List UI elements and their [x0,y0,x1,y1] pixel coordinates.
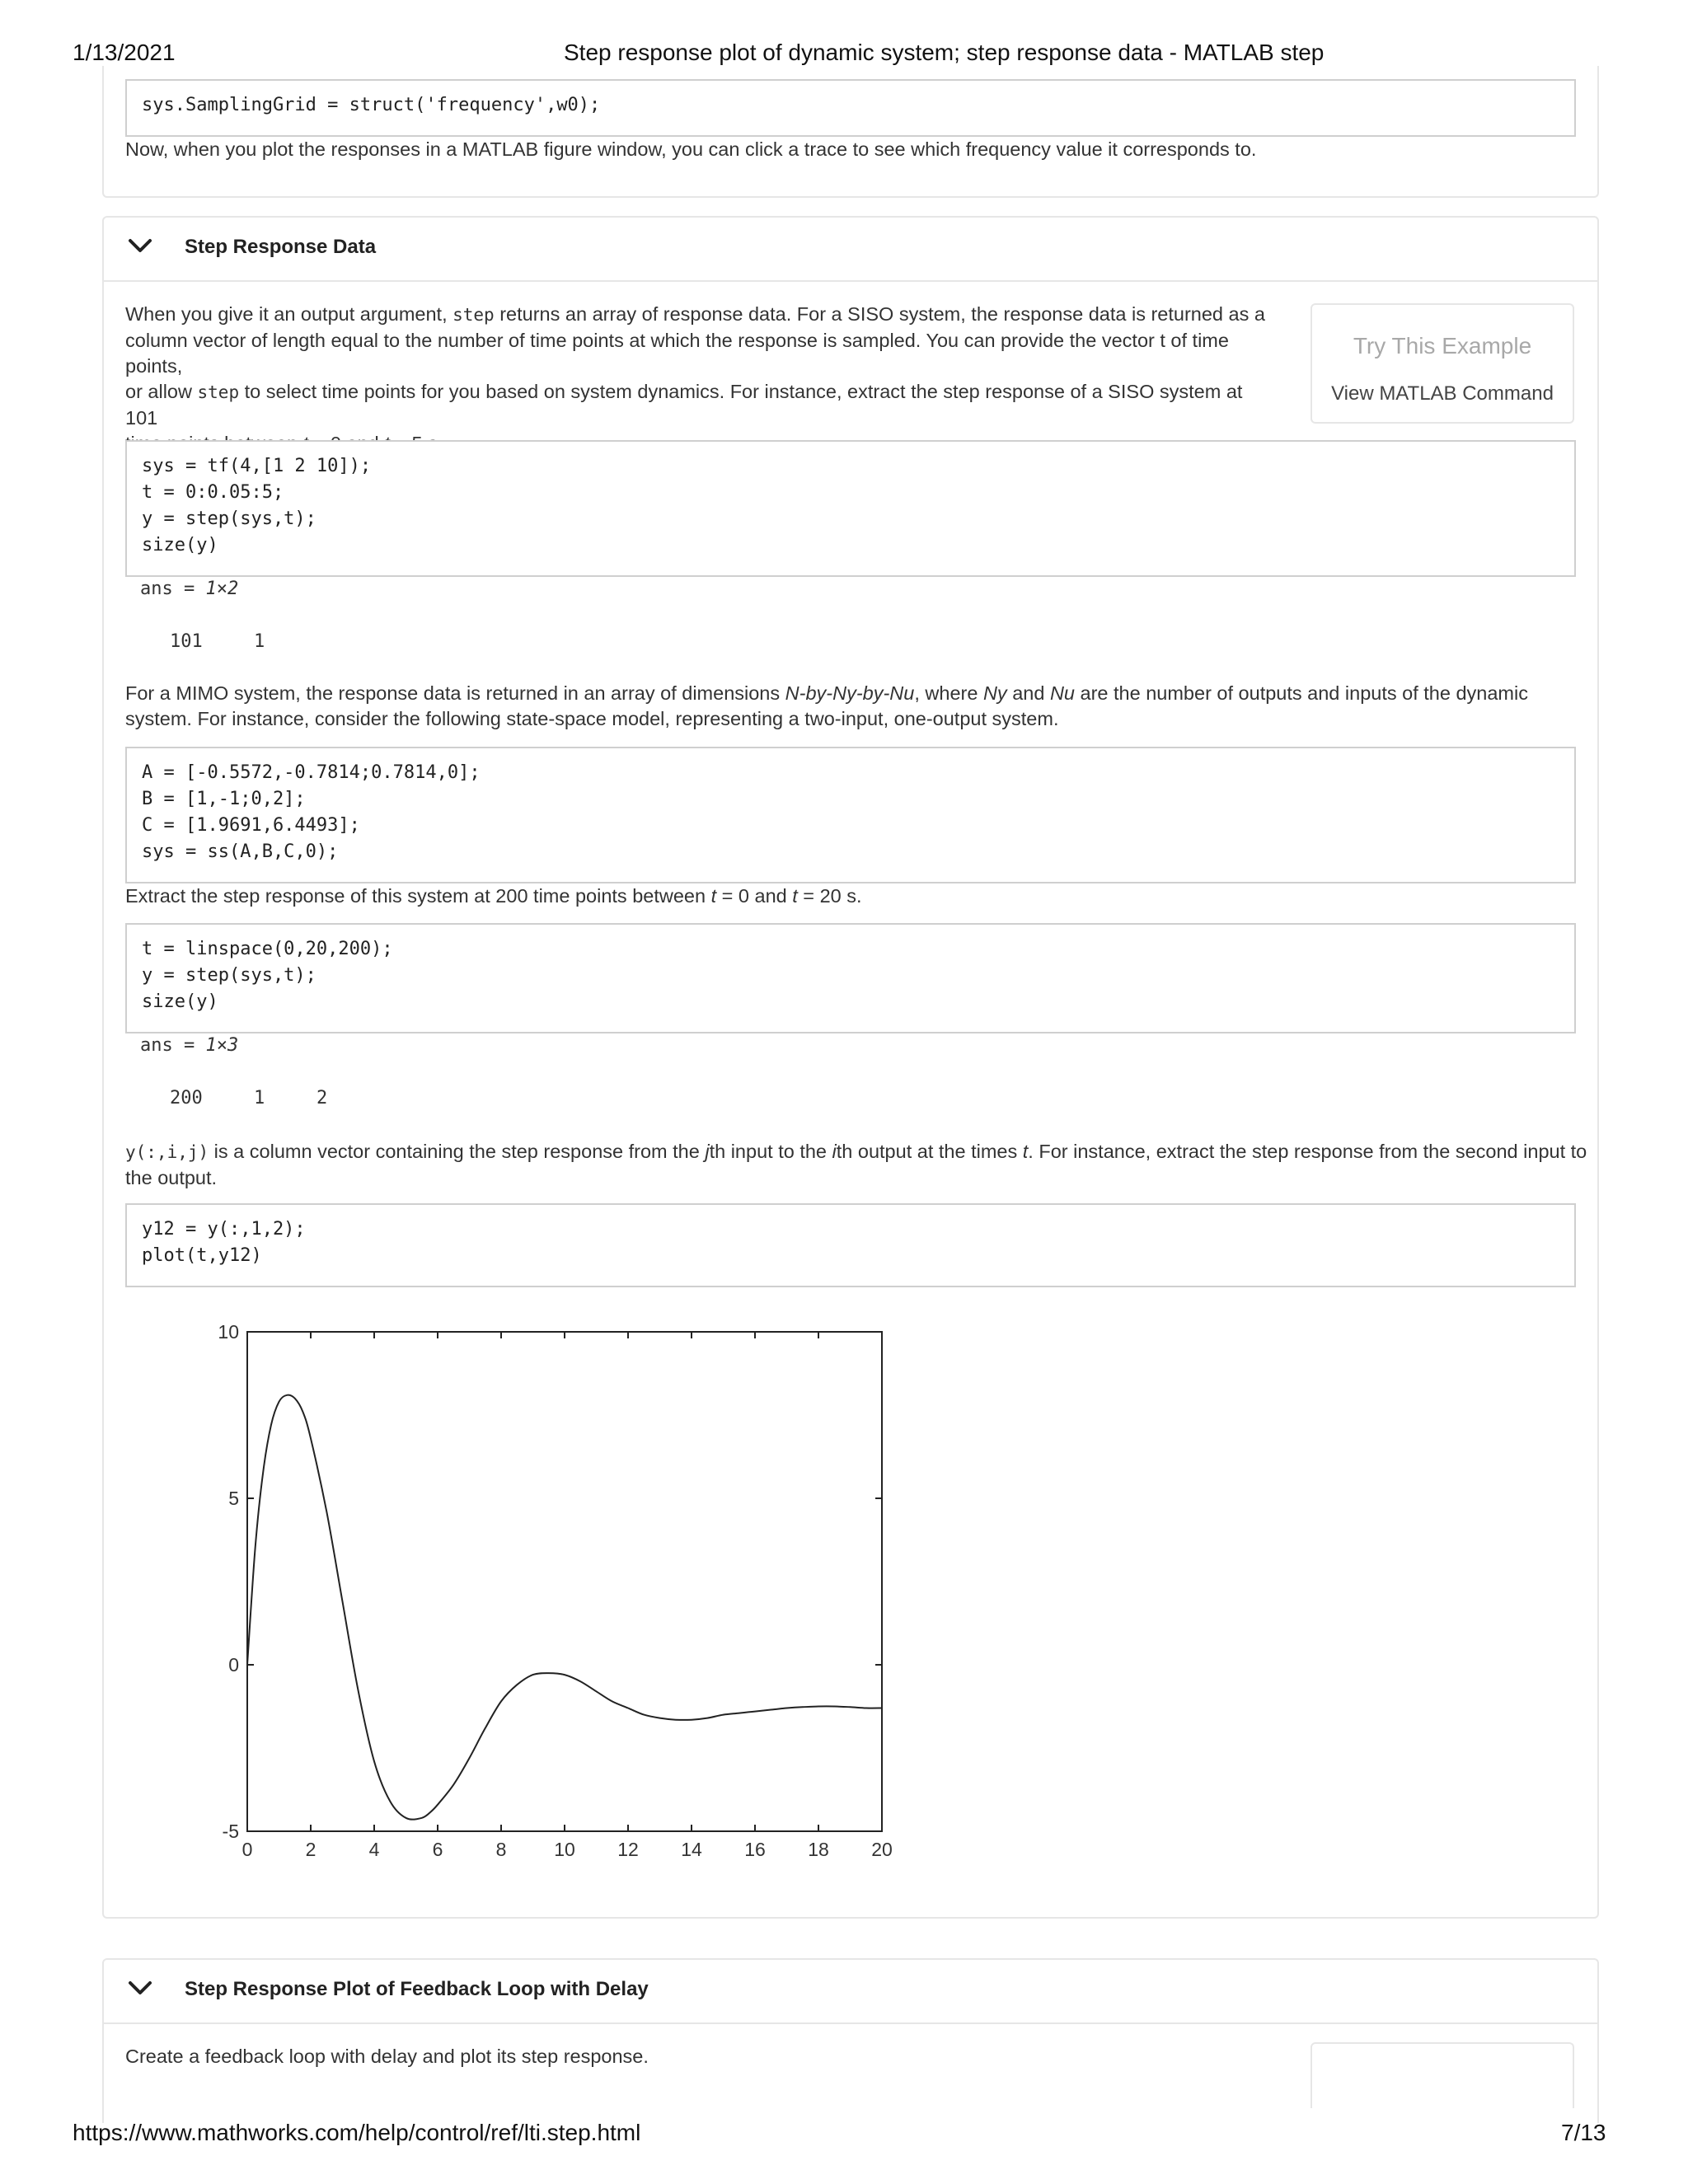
section-header-step-response-data[interactable] [102,216,1599,282]
code-line: A = [-0.5572,-0.7814;0.7814,0]; [142,762,481,783]
code-line: y = step(sys,t); [142,965,316,986]
x-tick-label: 18 [808,1839,829,1860]
step-response-plot [198,1310,907,1879]
x-tick-label: 8 [495,1839,507,1860]
code-block-plot [125,1203,1576,1287]
y-tick-label: -5 [222,1821,239,1842]
code-block-siso [125,440,1576,577]
output-value: 1 [254,631,265,652]
code-line: sys.SamplingGrid = struct('frequency',w0); [142,95,601,115]
output-value: 101 [170,631,203,652]
try-this-example-button[interactable]: Try This Example [1353,333,1532,359]
output-value: 200 [170,1088,203,1108]
feedback-intro: Create a feedback loop with delay and plot its step response. [125,2046,649,2067]
print-date: 1/13/2021 [73,40,176,65]
code-line: sys = tf(4,[1 2 10]); [142,456,372,476]
x-tick-label: 16 [744,1839,766,1860]
x-tick-label: 0 [241,1839,253,1860]
code-line: sys = ss(A,B,C,0); [142,841,339,862]
section-title: Step Response Plot of Feedback Loop with Delay [185,1978,649,2000]
print-url: https://www.mathworks.com/help/control/ref/lti.step.html [73,2120,641,2145]
x-tick-label: 20 [871,1839,893,1860]
chevron-down-icon[interactable] [127,1978,153,1998]
output-value: 1 [254,1088,265,1108]
code-line: size(y) [142,535,218,555]
inline-code: step [197,382,240,402]
view-matlab-command-link[interactable]: View MATLAB Command [1331,382,1554,405]
output-ans-label: ans = 1×3 [140,1035,239,1056]
code-block-state-space [125,747,1576,883]
code-line: plot(t,y12) [142,1245,262,1266]
y-tick-label: 5 [228,1488,239,1509]
yij-paragraph: y(:,i,j) is a column vector containing the step response from the jth input to the ith output at the times t. For instance, extract the step response from the second input to the output. [125,1141,1587,1188]
samplinggrid-note: Now, when you plot the responses in a MATLAB figure window, you can click a trace to see which frequency value it corresponds to. [125,138,1257,160]
inline-code: step [452,305,495,325]
code-line: t = 0:0.05:5; [142,482,284,503]
x-tick-label: 12 [617,1839,639,1860]
x-tick-label: 2 [305,1839,316,1860]
section-title: Step Response Data [185,236,377,258]
x-tick-label: 10 [554,1839,575,1860]
try-this-example-panel [1311,303,1574,424]
output-value: 2 [316,1088,328,1108]
code-line: B = [1,-1;0,2]; [142,789,306,809]
code-block-mimo-step [125,923,1576,1033]
chevron-down-icon[interactable] [127,236,153,255]
plot-area [247,1332,882,1831]
code-block-samplinggrid [125,79,1576,137]
y-tick-label: 0 [228,1654,239,1675]
y-tick-label: 10 [218,1321,239,1343]
intro-paragraph: When you give it an output argument, step returns an array of response data. For a SISO system, the response data is returned as a column vector of length equal to the number of time points at which the response is sampled. You can provide the vector t of time points, or allow step to select time points for you based on system dynamics. For instance, extract the step response of a SISO system at 101 [125,303,1265,429]
output-ans-label: ans = 1×2 [140,579,239,599]
code-line: t = linspace(0,20,200); [142,939,393,959]
try-this-example-panel [1311,2042,1574,2108]
print-page-number: 7/13 [1561,2120,1606,2145]
code-line: y = step(sys,t); [142,509,316,529]
section-header-feedback-loop[interactable] [102,1958,1599,2024]
x-tick-label: 14 [681,1839,702,1860]
extract-paragraph: Extract the step response of this system at 200 time points between t = 0 and t = 20 s. [125,885,862,907]
code-line: C = [1.9691,6.4493]; [142,815,360,836]
code-line: size(y) [142,991,218,1012]
print-title: Step response plot of dynamic system; step response data - MATLAB step [564,40,1325,65]
code-line: y12 = y(:,1,2); [142,1219,306,1240]
x-tick-label: 6 [432,1839,443,1860]
x-tick-label: 4 [368,1839,380,1860]
mimo-paragraph: For a MIMO system, the response data is returned in an array of dimensions N-by-Ny-by-Nu, where Ny and Nu are the number of outputs and inputs of the dynamic system. For instance, consider the following state-space model, representing a two-input, one-output system. [125,682,1528,729]
